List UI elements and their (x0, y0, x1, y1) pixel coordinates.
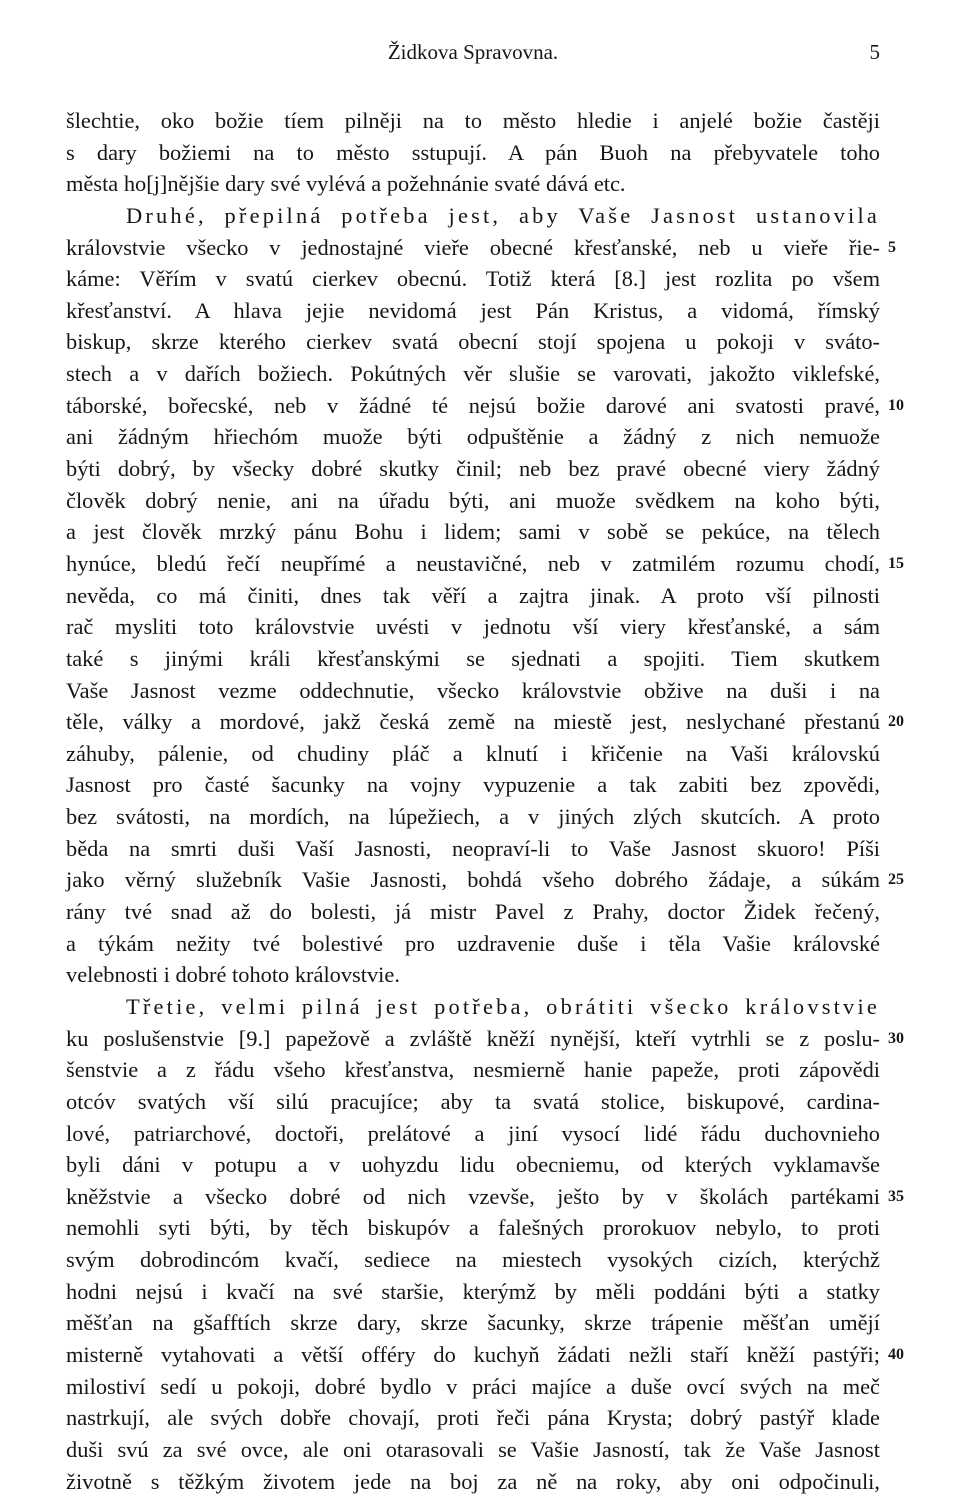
line-text: biskup, skrze kterého cierkev svatá obecní stojí spojena u pokoji v sváto- (66, 329, 880, 355)
text-line (66, 168, 880, 200)
line-text: šlechtie, oko božie tíem pilněji na to město hledie i anjelé božie častěji (66, 108, 880, 133)
line-text: ani žádným hřiechóm muože býti odpuštěnie a žádný z nich nemuože (66, 424, 880, 450)
line-text: měšťan na gšafftích skrze dary, skrze šacunky, skrze trápenie měšťan umějí (66, 1310, 880, 1336)
text-line (66, 1212, 880, 1244)
text-line (66, 675, 880, 707)
line-text: šenstvie a z řádu všeho křesťanstva, nesmierně hanie papeže, proti zápovědi (66, 1057, 880, 1083)
line-text: Třetie, velmi pilná jest potřeba, obrátiti všecko královstvie (126, 993, 880, 1019)
line-text: s dary božiemi na to město sstupují. A pán Buoh na přebyvatele toho (66, 139, 880, 165)
line-text: jako věrný služebník Vašie Jasnosti, bohdá všeho dobrého žádaje, a súkám (66, 867, 880, 893)
text-line (66, 516, 880, 548)
text-line (66, 1371, 880, 1403)
line-text: byli dáni v potupu a v uohyzdu lidu obecniemu, od kterých vyklamavše (66, 1152, 880, 1178)
text-line (66, 453, 880, 485)
text-line (66, 643, 880, 675)
line-number: 35 (888, 1187, 904, 1205)
line-text: a jest člověk mrzký pánu Bohu i lidem; sami v sobě se pekúce, na tělech (66, 519, 880, 545)
line-text: města ho[j]nějšie dary své vylévá a požehnánie svaté dává etc. (66, 171, 626, 197)
line-text: Vaše Jasnost vezme oddechnutie, všecko královstvie obžive na duši i na (66, 677, 880, 703)
body-text (66, 105, 904, 1497)
line-text: nemohli syti býti, by těch biskupóv a falešných prorokuov nebylo, to proti (66, 1215, 880, 1241)
line-text: nastrkují, ale svých dobře chovají, proti řeči pána Krysta; dobrý pastýř klade (66, 1405, 880, 1431)
line-text: královstvie všecko v jednostajné vieře obecné křesťanské, neb u vieře řie- (66, 234, 880, 260)
text-line (66, 1276, 880, 1308)
text-line (66, 326, 880, 358)
text-line (66, 1023, 904, 1055)
line-number: 5 (888, 238, 896, 256)
line-number: 20 (888, 713, 904, 731)
line-text: křesťanství. A hlava jejie nevidomá jest Pán Kristus, a vidomá, římský (66, 297, 880, 323)
text-line (66, 706, 904, 738)
line-text: kněžstvie a všecko dobré od nich vzevše, ješto by v školách partékami (66, 1183, 880, 1209)
line-text: nevěda, co má činiti, dnes tak věří a zajtra jinak. A proto vší pilnosti (66, 582, 880, 608)
line-text: člověk dobrý nenie, ani na úřadu býti, ani muože svědkem na koho býti, (66, 487, 880, 513)
line-text: hynúce, bledú řečí neupřímé a neustavičné, neb v zatmilém rozumu chodí, (66, 550, 880, 576)
line-text: rány tvé snad až do bolesti, já mistr Pavel z Prahy, doctor Židek řečený, (66, 899, 880, 925)
text-line (66, 263, 880, 295)
line-text: misterně vytahovati a větší offéry do kuchyň žádati nežli staří kněží pastýři; (66, 1341, 880, 1367)
text-line (66, 548, 904, 580)
text-line (66, 1118, 880, 1150)
text-line (66, 1244, 880, 1276)
text-line (66, 1054, 880, 1086)
text-line (66, 137, 880, 169)
line-text: životně s těžkým životem jede na boj za ně na roky, aby oni odpočinuli, (66, 1468, 880, 1494)
line-text: a týkám nežity tvé bolestivé pro uzdravenie duše i těla Vašie královské (66, 930, 880, 956)
line-text: ku poslušenstvie [9.] papežově a zvláště kněží nynější, kteří vytrhli se z poslu- (66, 1025, 880, 1051)
line-text: stech a v dařích božiech. Pokútných věr slušie se varovati, jakožto viklefské, (66, 361, 880, 387)
line-number: 10 (888, 396, 904, 414)
line-text: duši svú za své ovce, ale oni otarasovali se Vašie Jasností, tak že Vaše Jasnost (66, 1436, 880, 1462)
text-line (66, 991, 880, 1023)
line-text: býti dobrý, by všecky dobré skutky činil; neb bez pravé obecné viery žádný (66, 456, 880, 482)
text-line (66, 1434, 880, 1466)
line-text: otcóv svatých vší silú pracujíce; aby ta svatá stolice, biskupové, cardina- (66, 1088, 880, 1114)
line-text: svým dobrodincóm kvačí, sediece na miestech vysokých cizích, kterýchž (66, 1247, 880, 1273)
text-line (66, 864, 904, 896)
text-line (66, 232, 896, 264)
text-line (66, 1402, 880, 1434)
line-text: bez svátosti, na mordích, na lúpežiech, a v jiných zlých skutcích. A proto (66, 804, 880, 830)
text-line (66, 580, 880, 612)
text-line (66, 959, 880, 991)
text-line (66, 1149, 880, 1181)
text-line (66, 738, 880, 770)
line-number: 25 (888, 871, 904, 889)
line-text: káme: Věřím v svatú cierkev obecnú. Totiž která [8.] jest rozlita po všem (66, 266, 880, 292)
running-title: Židkova Spravovna. (387, 40, 559, 64)
line-text: lové, patriarchové, doctoři, prelátové a jiní vysocí lidé řádu duchovnieho (66, 1120, 880, 1146)
text-line (66, 769, 880, 801)
line-text: záhuby, pálenie, od chudiny pláč a klnutí i křičenie na Vaši královskú (66, 740, 880, 766)
text-line (66, 390, 904, 422)
text-line (66, 295, 880, 327)
line-text: Jasnost pro časté šacunky na vojny vypuzenie a tak zabiti bez zpovědi, (66, 772, 880, 798)
page-number: 5 (869, 40, 880, 64)
line-text: velebnosti i dobré tohoto královstvie. (66, 962, 400, 988)
text-line (66, 421, 880, 453)
text-line (66, 1307, 880, 1339)
text-line (66, 200, 880, 232)
text-line (66, 611, 880, 643)
line-number: 15 (888, 554, 904, 572)
text-line (66, 1181, 904, 1213)
text-line (66, 928, 880, 960)
line-text: Druhé, přepilná potřeba jest, aby Vaše Jasnost ustanovila (126, 202, 880, 228)
text-line (66, 1086, 880, 1118)
text-line (66, 485, 880, 517)
text-line (66, 1466, 880, 1497)
line-text: běda na smrti duši Vaší Jasnosti, neopraví-li to Vaše Jasnost skuoro! Píši (66, 835, 880, 861)
line-text: rač mysliti toto královstvie uvésti v jednotu vší viery křesťanské, a sám (66, 614, 880, 640)
text-line (66, 801, 880, 833)
line-number: 30 (888, 1029, 904, 1047)
page-header (66, 40, 880, 72)
line-text: hodni nejsú i kvačí na své staršie, kterýmž by měli poddáni býti a statky (66, 1278, 880, 1304)
text-line (66, 896, 880, 928)
text-line (66, 833, 880, 865)
text-line (66, 1339, 904, 1371)
line-number: 40 (888, 1345, 904, 1363)
line-text: táborské, bořecské, neb v žádné té nejsú božie darové ani svatosti pravé, (66, 392, 880, 418)
text-line (66, 358, 880, 390)
line-text: milostiví sedí u pokoji, dobré bydlo v práci majíce a duše ovcí svých na meč (66, 1373, 880, 1399)
line-text: těle, války a mordové, jakž česká země na miestě jest, neslychané přestanú (66, 709, 880, 735)
text-line (66, 105, 880, 137)
line-text: také s jinými králi křesťanskými se sjednati a spojiti. Tiem skutkem (66, 645, 880, 671)
